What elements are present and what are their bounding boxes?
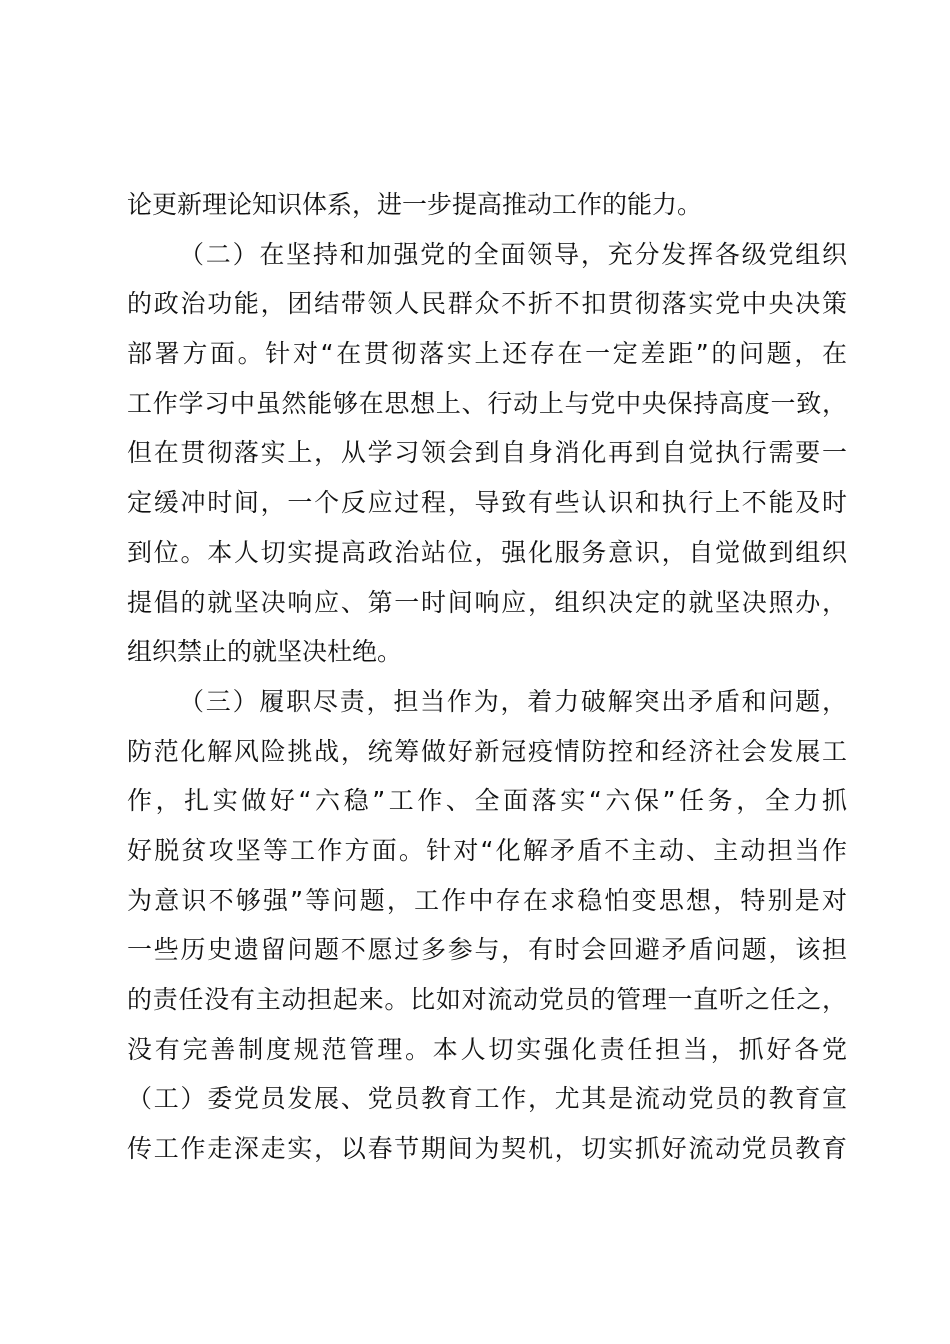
paragraph-3-line-9: （工）委党员发展、党员教育工作，尤其是流动党员的教育宣 [127, 1084, 847, 1114]
paragraph-3-line-6: 一些历史遗留问题不愿过多参与，有时会回避矛盾问题，该担 [127, 935, 847, 965]
paragraph-2-line-6: 定缓冲时间，一个反应过程，导致有些认识和执行上不能及时 [127, 488, 847, 518]
paragraph-2-line-3: 部署方面。针对“在贯彻落实上还存在一定差距”的问题，在 [127, 339, 847, 369]
paragraph-3-line-1: （三）履职尽责，担当作为，着力破解突出矛盾和问题， [179, 686, 847, 716]
paragraph-2-line-4: 工作学习中虽然能够在思想上、行动上与党中央保持高度一致， [127, 388, 847, 418]
paragraph-3-line-2: 防范化解风险挑战，统筹做好新冠疫情防控和经济社会发展工 [127, 736, 847, 766]
body-text [127, 180, 847, 1174]
paragraph-3-line-4: 好脱贫攻坚等工作方面。针对“化解矛盾不主动、主动担当作 [127, 835, 847, 865]
paragraph-3-line-3: 作，扎实做好“六稳”工作、全面落实“六保”任务，全力抓 [127, 786, 847, 816]
paragraph-3-line-7: 的责任没有主动担起来。比如对流动党员的管理一直听之任之， [127, 985, 847, 1014]
paragraph-2-line-2: 的政治功能，团结带领人民群众不折不扣贯彻落实党中央决策 [127, 289, 847, 319]
paragraph-2-line-1: （二）在坚持和加强党的全面领导，充分发挥各级党组织 [179, 239, 847, 269]
paragraph-3-line-8: 没有完善制度规范管理。本人切实强化责任担当，抓好各党 [127, 1034, 847, 1064]
paragraph-3-line-5: 为意识不够强”等问题，工作中存在求稳怕变思想，特别是对 [127, 885, 847, 915]
paragraph-2-line-8: 提倡的就坚决响应、第一时间响应，组织决定的就坚决照办， [127, 587, 847, 617]
paragraph-1-line-1: 论更新理论知识体系，进一步提高推动工作的能力。 [127, 190, 703, 219]
paragraph-3-line-10: 传工作走深走实，以春节期间为契机，切实抓好流动党员教育 [127, 1134, 847, 1164]
paragraph-2-line-5: 但在贯彻落实上，从学习领会到自身消化再到自觉执行需要一 [127, 438, 847, 468]
paragraph-2-line-9: 组织禁止的就坚决杜绝。 [127, 637, 403, 667]
paragraph-2-line-7: 到位。本人切实提高政治站位，强化服务意识，自觉做到组织 [127, 537, 847, 567]
